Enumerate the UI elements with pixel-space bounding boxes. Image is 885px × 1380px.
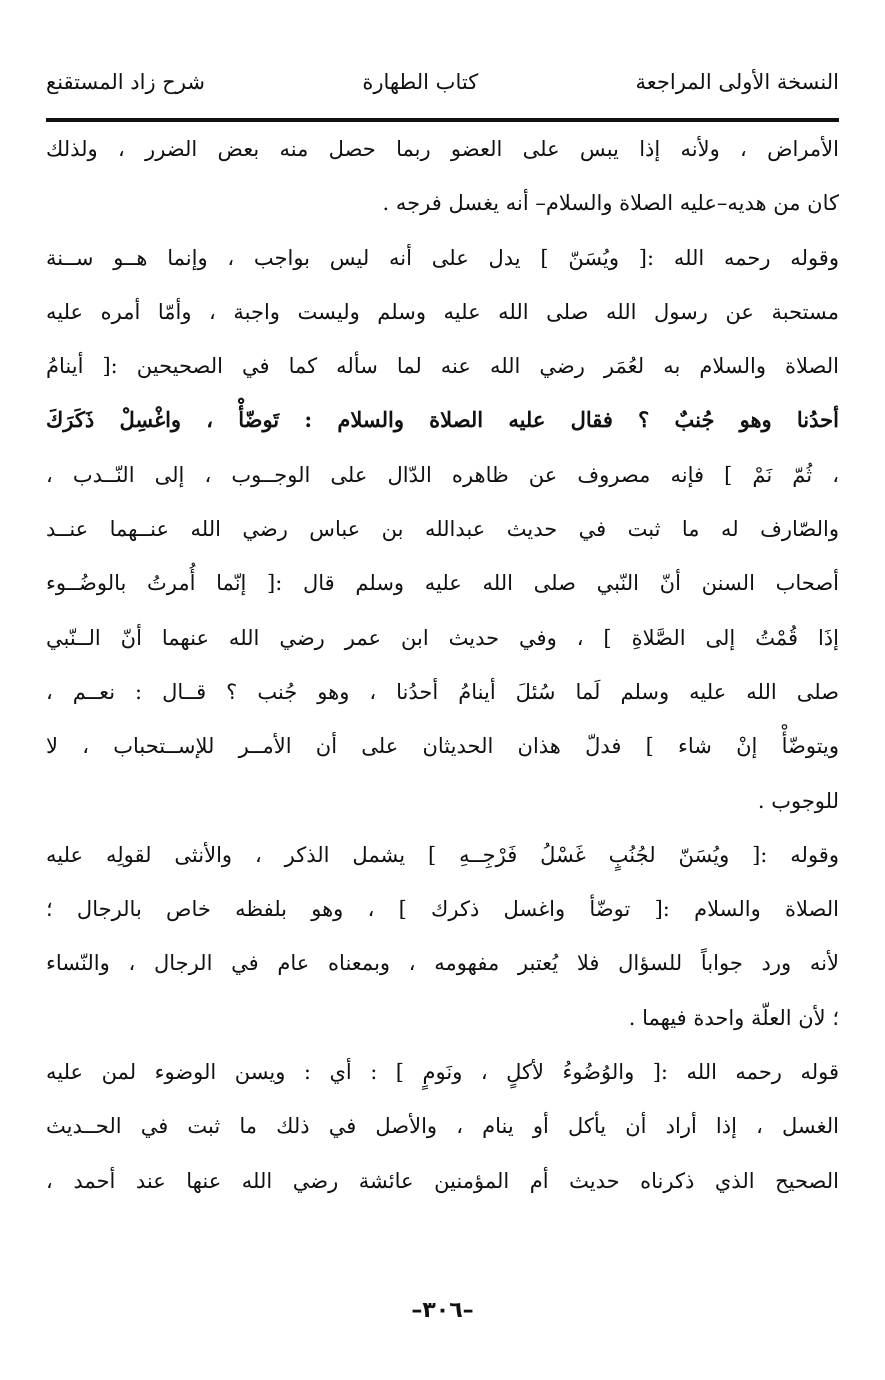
text-line: كان من هديه–عليه الصلاة والسلام– أنه يغسل فرجه . [382,191,839,216]
text-line: وقوله رحمه الله :[ ويُسَنّ ] يدل على أنه ليس بواجب ، وإنما هــو ســنة [46,245,839,270]
header-edition-note: النسخة الأولى المراجعة [635,70,839,94]
header-chapter-title: كتاب الطهارة [362,70,479,94]
page-header [46,62,839,102]
text-line: للوجوب . [757,788,839,813]
text-line: الصلاة والسلام :[ توضّأ واغسل ذكرك ] ، وهو بلفظه خاص بالرجال ؛ [46,897,839,922]
text-line: صلى الله عليه وسلم لَما سُئلَ أينامُ أحدُنا ، وهو جُنب ؟ قــال : نعــم ، [46,679,839,704]
text-line: أصحاب السنن أنّ النّبي صلى الله عليه وسلم قال :[ إنّما أُمرتُ بالوضُــوء [46,571,839,596]
text-line: لأنه ورد جواباً للسؤال فلا يُعتبر مفهومه ، وبمعناه عام في الرجال ، والنّساء [46,951,839,976]
text-line: الأمراض ، ولأنه إذا يبس على العضو ربما حصل منه بعض الضرر ، ولذلك [46,137,839,161]
text-line: ، ثُمّ نَمْ ] فإنه مصروف عن ظاهره الدّال على الوجــوب ، إلى النّــدب ، [46,462,839,487]
page-number: –٣٠٦– [411,1298,474,1323]
text-line: الصلاة والسلام به لعُمَر رضي الله عنه لما سأله كما في الصحيحين :[ أينامُ [46,354,839,379]
header-book-title: شرح زاد المستقنع [46,70,206,94]
text-line: ؛ لأن العلّة واحدة فيهما . [628,1005,839,1030]
text-line: إذَا قُمْتُ إلى الصَّلاةِ ] ، وفي حديث ابن عمر رضي الله عنهما أنّ الــنّبي [46,625,839,650]
text-line: ويتوضّأْ إنْ شاء ] فدلّ هذان الحديثان على أن الأمــر للإســتحباب ، لا [46,734,839,759]
text-line: وقوله :[ ويُسَنّ لجُنُبٍ غَسْلُ فَرْجِــهِ ] يشمل الذكر ، والأنثى لقولِه عليه [46,842,839,867]
text-line: والصّارف له ما ثبت في حديث عبدالله بن عباس رضي الله عنــهما عنــد [46,517,839,542]
text-line: الصحيح الذي ذكرناه حديث أم المؤمنين عائشة رضي الله عنها عند أحمد ، [46,1168,839,1193]
body-text [46,122,839,1208]
text-line: أحدُنا وهو جُنبٌ ؟ فقال عليه الصلاة والسلام : تَوضّأْ ، واغْسِلْ ذَكَرَكَ [46,407,839,433]
text-line: الغسل ، إذا أراد أن يأكل أو ينام ، والأصل في ذلك ما ثبت في الحــديث [46,1114,839,1139]
text-line: مستحبة عن رسول الله صلى الله عليه وسلم وليست واجبة ، وأمّا أمره عليه [46,299,839,324]
text-line: قوله رحمه الله :[ والوُضُوءُ لأكلٍ ، ونَومٍ ] : أي : ويسن الوضوء لمن عليه [46,1060,839,1085]
